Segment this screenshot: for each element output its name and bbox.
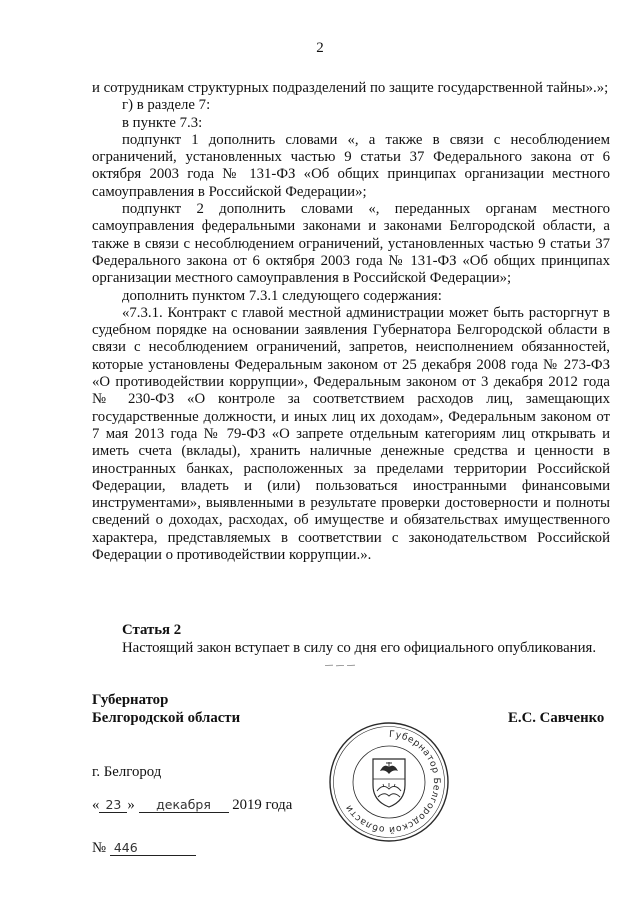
date-day: 23	[105, 797, 122, 812]
number-sign: №	[92, 840, 107, 856]
date-close-quote: »	[127, 797, 135, 813]
paragraph: и сотрудникам структурных подразделений по защите государственной тайны».»;	[92, 80, 609, 96]
svg-text:Губернатор Белгородской област	[343, 729, 442, 835]
date-day-field	[99, 798, 127, 813]
place-of-signing: г. Белгород	[92, 764, 162, 780]
date-open-quote: «	[92, 797, 100, 813]
paragraph: г) в разделе 7:	[122, 97, 211, 114]
scan-artifact-mark	[325, 664, 355, 667]
paragraph: подпункт 2 дополнить словами «, переданных органам местного самоуправления федеральными законами и законами Белгородской области, а также в связи с несоблюдением ограничений, установленных частью 9 статьи 37 Федерального закона от 6 октября 2003 года № 131-ФЗ «Об общих принципах организации местного самоуправления в Российской Федерации»;	[92, 201, 610, 287]
date-month-field	[139, 798, 229, 813]
page-number: 2	[316, 40, 324, 56]
coat-of-arms-icon	[373, 759, 405, 807]
signatory-title-line: Губернатор	[92, 692, 169, 708]
paragraph: «7.3.1. Контракт с главой местной администрации может быть расторгнут в судебном порядке на основании заявления Губернатора Белгородской области в связи с несоблюдением ограничений, запретов, неисполнением обязанностей, которые установлены Федеральным законом от 25 декабря 2008 года № 273-ФЗ «О противодействии коррупции», Федеральным законом от 3 декабря 2012 года № 230-ФЗ «О контроле за соответствием расходов лиц, замещающих государственные должности, и иных лиц их доходам», Федеральным законом от 7 мая 2013 года № 79-ФЗ «О запрете отдельным категориям лиц открывать и иметь счета (вклады), хранить наличные денежные средства и ценности в иностранных банках, расположенных за пределами территории Российской Федерации, владеть и (или) пользоваться иностранными финансовыми инструментами», выявленными в результате проверки достоверности и полноты сведений о доходах, расходах, об имуществе и обязательствах имущественного характера, представляемых в соответствии с законодательством Российской Федерации о противодействии коррупции.».	[92, 304, 610, 564]
date-month: декабря	[156, 797, 211, 812]
document-number: 446	[113, 840, 138, 855]
paragraph: дополнить пунктом 7.3.1 следующего содержания:	[122, 287, 442, 304]
date-year: 2019 года	[232, 797, 293, 813]
body-text	[92, 80, 610, 564]
signatory-title-line: Белгородской области	[92, 710, 241, 726]
document-number-line	[92, 840, 196, 857]
signatory-name: Е.С. Савченко	[508, 710, 605, 726]
date-line	[92, 797, 292, 814]
article-text: Настоящий закон вступает в силу со дня его официального опубликования.	[122, 640, 597, 656]
seal-inscription: Губернатор Белгородской области	[342, 728, 443, 836]
document-number-field	[110, 841, 196, 856]
article-title: Статья 2	[122, 622, 182, 638]
official-seal	[328, 721, 450, 843]
signatory-title	[92, 691, 240, 727]
paragraph: в пункте 7.3:	[122, 114, 203, 131]
paragraph: подпункт 1 дополнить словами «, а также в связи с несоблюдением ограничений, установленных частью 9 статьи 37 Федерального закона от 6 октября 2003 года № 131-ФЗ «Об общих принципах организации местного самоуправления в Российской Федерации»;	[92, 131, 610, 200]
